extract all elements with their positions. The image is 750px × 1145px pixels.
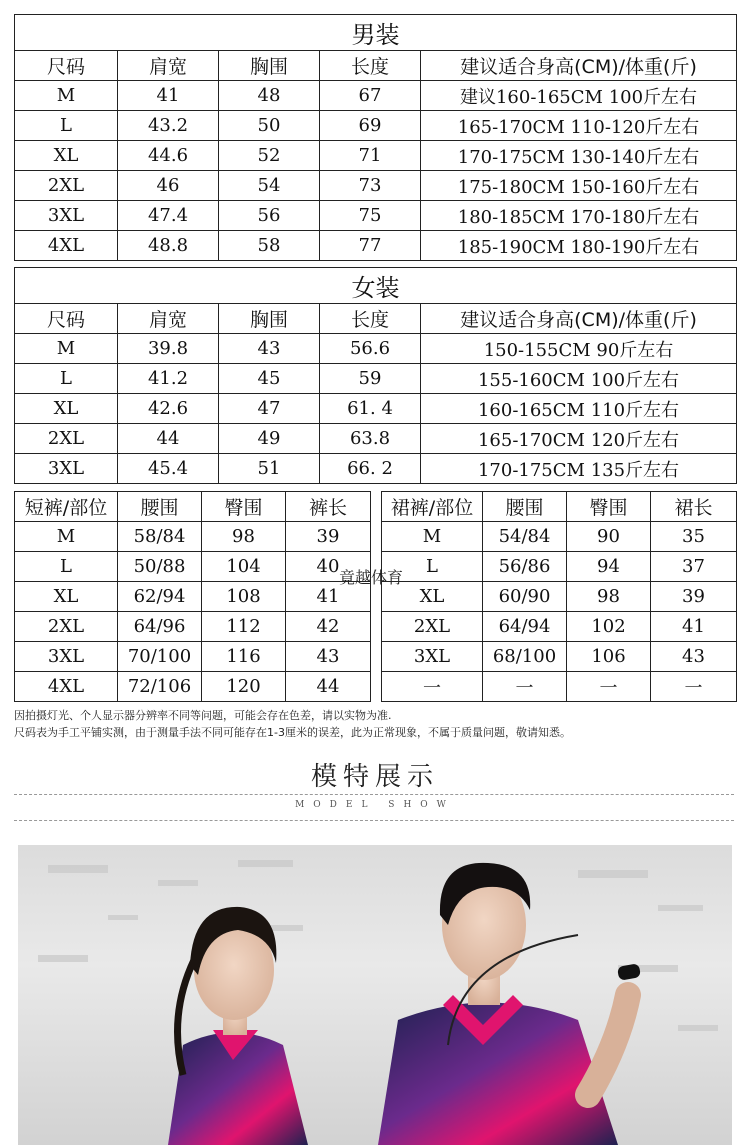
men-table-cell: 建议160-165CM 100斤左右 — [421, 81, 737, 111]
skirt-table-row — [382, 672, 737, 702]
skirt-table-cell: 一 — [567, 672, 651, 702]
women-table-cell: 45 — [219, 364, 320, 394]
men-table-title: 男装 — [15, 15, 737, 51]
shorts-table-cell: 104 — [202, 552, 286, 582]
men-table-cell: M — [15, 81, 118, 111]
male-model — [378, 863, 641, 1145]
women-table-cell: 43 — [219, 334, 320, 364]
skirt-table-cell: 35 — [651, 522, 737, 552]
shorts-table-cell: XL — [15, 582, 118, 612]
skirt-table-cell: 102 — [567, 612, 651, 642]
women-table-cell: 2XL — [15, 424, 118, 454]
skirt-table-cell: 3XL — [382, 642, 483, 672]
men-table-cell: 48.8 — [118, 231, 219, 261]
men-table-body — [15, 51, 737, 261]
shorts-header-cell: 短裤/部位 — [15, 492, 118, 522]
shorts-table-row — [15, 582, 371, 612]
skirt-table-cell: 94 — [567, 552, 651, 582]
shorts-table-cell: 41 — [286, 582, 371, 612]
shorts-header-cell: 腰围 — [118, 492, 202, 522]
men-header-cell: 胸围 — [219, 51, 320, 81]
divider-bottom — [14, 820, 734, 821]
men-table-cell: 185-190CM 180-190斤左右 — [421, 231, 737, 261]
skirt-table-cell: 90 — [567, 522, 651, 552]
shorts-table-cell: 64/96 — [118, 612, 202, 642]
men-table-cell: 71 — [320, 141, 421, 171]
model-show-subtitle: MODEL SHOW — [295, 800, 455, 810]
women-table-cell: 42.6 — [118, 394, 219, 424]
women-table-cell: 61. 4 — [320, 394, 421, 424]
shorts-table-row — [15, 612, 371, 642]
skirt-table-row — [382, 582, 737, 612]
women-header-cell: 尺码 — [15, 304, 118, 334]
skirt-size-table — [381, 491, 737, 702]
skirt-table-cell: 64/94 — [483, 612, 567, 642]
model-show-title: 模特展示 — [310, 762, 439, 792]
women-table-cell: 51 — [219, 454, 320, 484]
women-table-title: 女装 — [15, 268, 737, 304]
women-table-row — [15, 424, 737, 454]
skirt-header-cell: 腰围 — [483, 492, 567, 522]
color-disclaimer: 因拍摄灯光、个人显示器分辨率不同等问题，可能会存在色差，请以实物为准. — [14, 709, 392, 722]
men-table-cell: 48 — [219, 81, 320, 111]
shorts-table-cell: 112 — [202, 612, 286, 642]
men-header-cell: 尺码 — [15, 51, 118, 81]
shorts-table-cell: 72/106 — [118, 672, 202, 702]
women-size-table — [14, 267, 737, 484]
men-table-cell: XL — [15, 141, 118, 171]
men-table-cell: 58 — [219, 231, 320, 261]
measurement-disclaimer: 尺码表为手工平铺实测，由于测量手法不同可能存在1-3厘米的误差，此为正常现象，不属于质量问题，敬请知悉。 — [14, 726, 571, 739]
skirt-table-row — [382, 522, 737, 552]
women-table-cell: XL — [15, 394, 118, 424]
skirt-table-cell: 一 — [382, 672, 483, 702]
skirt-table-cell: M — [382, 522, 483, 552]
shorts-table-cell: 3XL — [15, 642, 118, 672]
men-table-cell: 47.4 — [118, 201, 219, 231]
skirt-table-cell: XL — [382, 582, 483, 612]
shorts-header-row — [15, 492, 371, 522]
women-table-row — [15, 394, 737, 424]
women-table-cell: 41.2 — [118, 364, 219, 394]
women-table-cell: 44 — [118, 424, 219, 454]
men-header-row — [15, 51, 737, 81]
shorts-table-row — [15, 552, 371, 582]
men-table-row — [15, 141, 737, 171]
skirt-table-cell: 60/90 — [483, 582, 567, 612]
skirt-table-cell: 一 — [483, 672, 567, 702]
skirt-table-cell: 106 — [567, 642, 651, 672]
skirt-table-cell: 41 — [651, 612, 737, 642]
women-table-row — [15, 454, 737, 484]
men-table-cell: 69 — [320, 111, 421, 141]
women-table-cell: L — [15, 364, 118, 394]
skirt-table-row — [382, 642, 737, 672]
divider-top — [14, 794, 734, 795]
skirt-table-cell: 56/86 — [483, 552, 567, 582]
men-table-cell: 52 — [219, 141, 320, 171]
skirt-table-cell: 37 — [651, 552, 737, 582]
men-table-cell: 3XL — [15, 201, 118, 231]
men-size-table — [14, 14, 737, 261]
women-table-cell: 160-165CM 110斤左右 — [421, 394, 737, 424]
women-table-cell: 165-170CM 120斤左右 — [421, 424, 737, 454]
shorts-size-table — [14, 491, 371, 702]
model-illustration — [18, 845, 732, 1145]
shorts-table-cell: 70/100 — [118, 642, 202, 672]
skirt-table-cell: 2XL — [382, 612, 483, 642]
men-table-cell: 43.2 — [118, 111, 219, 141]
women-header-cell: 肩宽 — [118, 304, 219, 334]
men-table-cell: 180-185CM 170-180斤左右 — [421, 201, 737, 231]
women-table-cell: 49 — [219, 424, 320, 454]
shorts-table-row — [15, 672, 371, 702]
skirt-table-cell: L — [382, 552, 483, 582]
women-table-cell: 170-175CM 135斤左右 — [421, 454, 737, 484]
shorts-table-cell: 4XL — [15, 672, 118, 702]
shorts-table-cell: M — [15, 522, 118, 552]
men-table-cell: 170-175CM 130-140斤左右 — [421, 141, 737, 171]
shorts-table-cell: 44 — [286, 672, 371, 702]
female-model — [168, 907, 308, 1145]
men-header-cell: 肩宽 — [118, 51, 219, 81]
shorts-table-cell: 39 — [286, 522, 371, 552]
men-table-cell: 73 — [320, 171, 421, 201]
women-table-cell: 63.8 — [320, 424, 421, 454]
men-table-cell: 77 — [320, 231, 421, 261]
men-table-row — [15, 81, 737, 111]
men-table-cell: 67 — [320, 81, 421, 111]
men-header-cell: 长度 — [320, 51, 421, 81]
skirt-table-cell: 39 — [651, 582, 737, 612]
shorts-table-cell: 40 — [286, 552, 371, 582]
brand-watermark: 竟越体育 — [339, 568, 404, 587]
skirt-header-cell: 臀围 — [567, 492, 651, 522]
men-table-cell: 56 — [219, 201, 320, 231]
men-table-cell: 4XL — [15, 231, 118, 261]
shorts-table-body — [15, 492, 371, 702]
women-table-cell: 66. 2 — [320, 454, 421, 484]
men-table-cell: 175-180CM 150-160斤左右 — [421, 171, 737, 201]
skirt-table-row — [382, 612, 737, 642]
shorts-table-cell: 43 — [286, 642, 371, 672]
men-table-cell: 46 — [118, 171, 219, 201]
women-table-row — [15, 364, 737, 394]
women-table-cell: 3XL — [15, 454, 118, 484]
shorts-table-cell: 108 — [202, 582, 286, 612]
women-table-cell: 39.8 — [118, 334, 219, 364]
skirt-table-body — [382, 492, 737, 702]
skirt-table-cell: 98 — [567, 582, 651, 612]
men-table-row — [15, 111, 737, 141]
shorts-table-cell: 50/88 — [118, 552, 202, 582]
shorts-table-cell: 58/84 — [118, 522, 202, 552]
model-photo — [18, 845, 732, 1145]
shorts-table-cell: 2XL — [15, 612, 118, 642]
skirt-header-row — [382, 492, 737, 522]
men-table-cell: 165-170CM 110-120斤左右 — [421, 111, 737, 141]
women-table-cell: M — [15, 334, 118, 364]
women-table-cell: 45.4 — [118, 454, 219, 484]
skirt-header-cell: 裙长 — [651, 492, 737, 522]
women-header-row — [15, 304, 737, 334]
women-table-cell: 56.6 — [320, 334, 421, 364]
women-table-cell: 150-155CM 90斤左右 — [421, 334, 737, 364]
women-header-cell: 胸围 — [219, 304, 320, 334]
men-table-row — [15, 231, 737, 261]
women-table-cell: 59 — [320, 364, 421, 394]
women-header-cell: 长度 — [320, 304, 421, 334]
skirt-table-cell: 43 — [651, 642, 737, 672]
skirt-header-cell: 裙裤/部位 — [382, 492, 483, 522]
shorts-table-cell: L — [15, 552, 118, 582]
shorts-table-row — [15, 522, 371, 552]
women-table-body — [15, 304, 737, 484]
shorts-table-cell: 42 — [286, 612, 371, 642]
shorts-table-cell: 120 — [202, 672, 286, 702]
men-table-cell: 2XL — [15, 171, 118, 201]
men-header-cell: 建议适合身高(CM)/体重(斤) — [421, 51, 737, 81]
shorts-table-cell: 98 — [202, 522, 286, 552]
skirt-table-cell: 54/84 — [483, 522, 567, 552]
shorts-table-row — [15, 642, 371, 672]
women-header-cell: 建议适合身高(CM)/体重(斤) — [421, 304, 737, 334]
shorts-header-cell: 臀围 — [202, 492, 286, 522]
shorts-header-cell: 裤长 — [286, 492, 371, 522]
skirt-table-cell: 一 — [651, 672, 737, 702]
men-table-row — [15, 201, 737, 231]
men-table-cell: 44.6 — [118, 141, 219, 171]
men-table-cell: L — [15, 111, 118, 141]
men-table-cell: 54 — [219, 171, 320, 201]
men-table-cell: 50 — [219, 111, 320, 141]
shorts-table-cell: 62/94 — [118, 582, 202, 612]
men-table-cell: 75 — [320, 201, 421, 231]
skirt-table-cell: 68/100 — [483, 642, 567, 672]
men-table-cell: 41 — [118, 81, 219, 111]
men-table-row — [15, 171, 737, 201]
women-table-row — [15, 334, 737, 364]
shorts-table-cell: 116 — [202, 642, 286, 672]
women-table-cell: 155-160CM 100斤左右 — [421, 364, 737, 394]
women-table-cell: 47 — [219, 394, 320, 424]
skirt-table-row — [382, 552, 737, 582]
